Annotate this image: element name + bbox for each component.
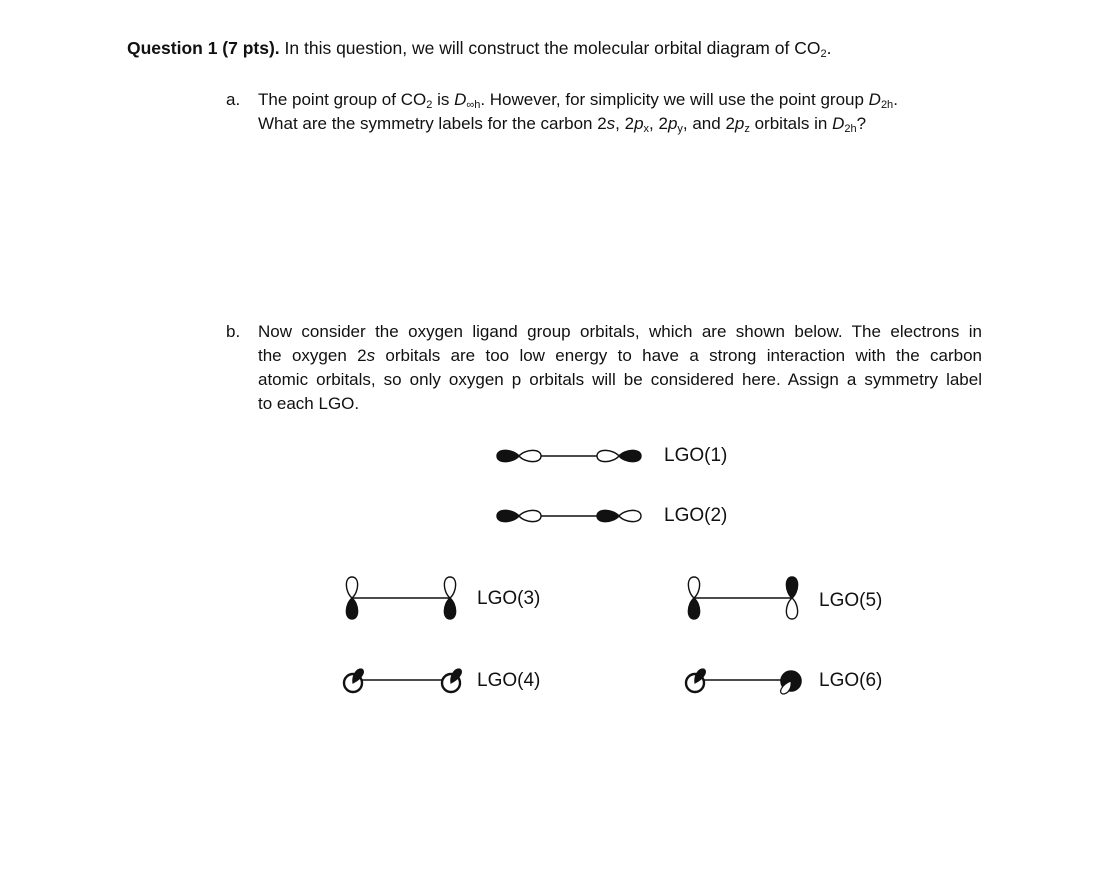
orbital-symbol: p	[734, 114, 745, 133]
text-run: , 2	[649, 114, 668, 133]
lobe-open	[444, 577, 455, 598]
lobe-open	[786, 598, 797, 619]
point-group-symbol: D	[454, 90, 467, 109]
lgo-3-diagram	[340, 574, 470, 624]
text-run: , 2	[615, 114, 635, 133]
lgo-5-diagram	[682, 574, 812, 624]
part-a-letter: a.	[226, 90, 241, 109]
subscript: ∞h	[466, 99, 481, 111]
lobe-open	[519, 450, 541, 461]
lgo-2-label: LGO(2)	[664, 505, 728, 526]
subscript: 2h	[880, 99, 894, 111]
orbital-symbol: s	[606, 114, 616, 133]
text-run: is	[432, 90, 455, 109]
orbital-symbol: p	[667, 114, 678, 133]
part-b-line-3: atomic orbitals, so only oxygen p orbitals will be considered here. Assign a symmetry label	[258, 370, 982, 389]
lobe-filled	[346, 598, 357, 619]
question-title: Question 1 (7 pts).	[127, 38, 280, 58]
text-run: orbitals in	[749, 114, 833, 133]
lobe-filled	[688, 598, 699, 619]
lobe-open	[619, 510, 641, 521]
lgo-6-label: LGO(6)	[819, 670, 883, 691]
text-run: the oxygen 2	[258, 346, 367, 365]
part-b-line-1: Now consider the oxygen ligand group orbitals, which are shown below. The electrons in	[258, 322, 982, 341]
lgo-2-diagram	[495, 506, 645, 526]
lobe-open	[688, 577, 699, 598]
part-b-line-2	[258, 344, 982, 368]
lgo-4-diagram	[340, 664, 470, 698]
text-run: .	[893, 90, 898, 109]
part-b-line-4: to each LGO.	[258, 394, 360, 413]
part-a-line-2	[258, 112, 978, 136]
text-run: . However, for simplicity we will use the point group	[480, 90, 869, 109]
subscript: 2	[426, 99, 433, 111]
text-run: What are the symmetry labels for the carbon 2	[258, 114, 607, 133]
subscript: y	[677, 123, 683, 135]
question-intro-end: .	[826, 38, 832, 58]
text-run: The point group of CO	[258, 90, 427, 109]
orbital-symbol: p	[634, 114, 644, 133]
question-intro: In this question, we will construct the molecular orbital diagram of CO	[279, 38, 821, 58]
subscript: 2h	[844, 123, 857, 135]
lobe-filled	[497, 510, 519, 521]
lgo-3-label: LGO(3)	[477, 588, 541, 609]
question-intro-subscript: 2	[820, 48, 827, 60]
lgo-6-diagram	[682, 664, 812, 698]
part-b	[226, 320, 996, 420]
part-a-line-1	[258, 88, 978, 112]
subscript: x	[643, 123, 650, 135]
lobe-open	[597, 450, 619, 461]
orbital-symbol: s	[366, 346, 376, 365]
lgo-1-diagram	[495, 446, 645, 466]
lobe-filled	[444, 598, 455, 619]
point-group-symbol: D	[868, 90, 881, 109]
lobe-filled	[597, 510, 619, 521]
text-run: ?	[856, 114, 867, 133]
lgo-4-label: LGO(4)	[477, 670, 541, 691]
text-run: orbitals are too low energy to have a strong interaction with the carbon	[375, 346, 982, 365]
lgo-5-label: LGO(5)	[819, 590, 883, 611]
part-a	[226, 88, 986, 138]
part-a-body	[258, 88, 978, 136]
lobe-filled	[497, 450, 519, 461]
lobe-open	[346, 577, 357, 598]
text-run: , and 2	[682, 114, 735, 133]
part-b-body	[258, 320, 982, 416]
lobe-filled	[619, 450, 641, 461]
point-group-symbol: D	[832, 114, 845, 133]
question-heading	[127, 38, 831, 59]
part-b-letter: b.	[226, 322, 241, 341]
subscript: z	[744, 123, 750, 135]
lobe-open	[519, 510, 541, 521]
lobe-filled	[786, 577, 797, 598]
lgo-1-label: LGO(1)	[664, 445, 728, 466]
